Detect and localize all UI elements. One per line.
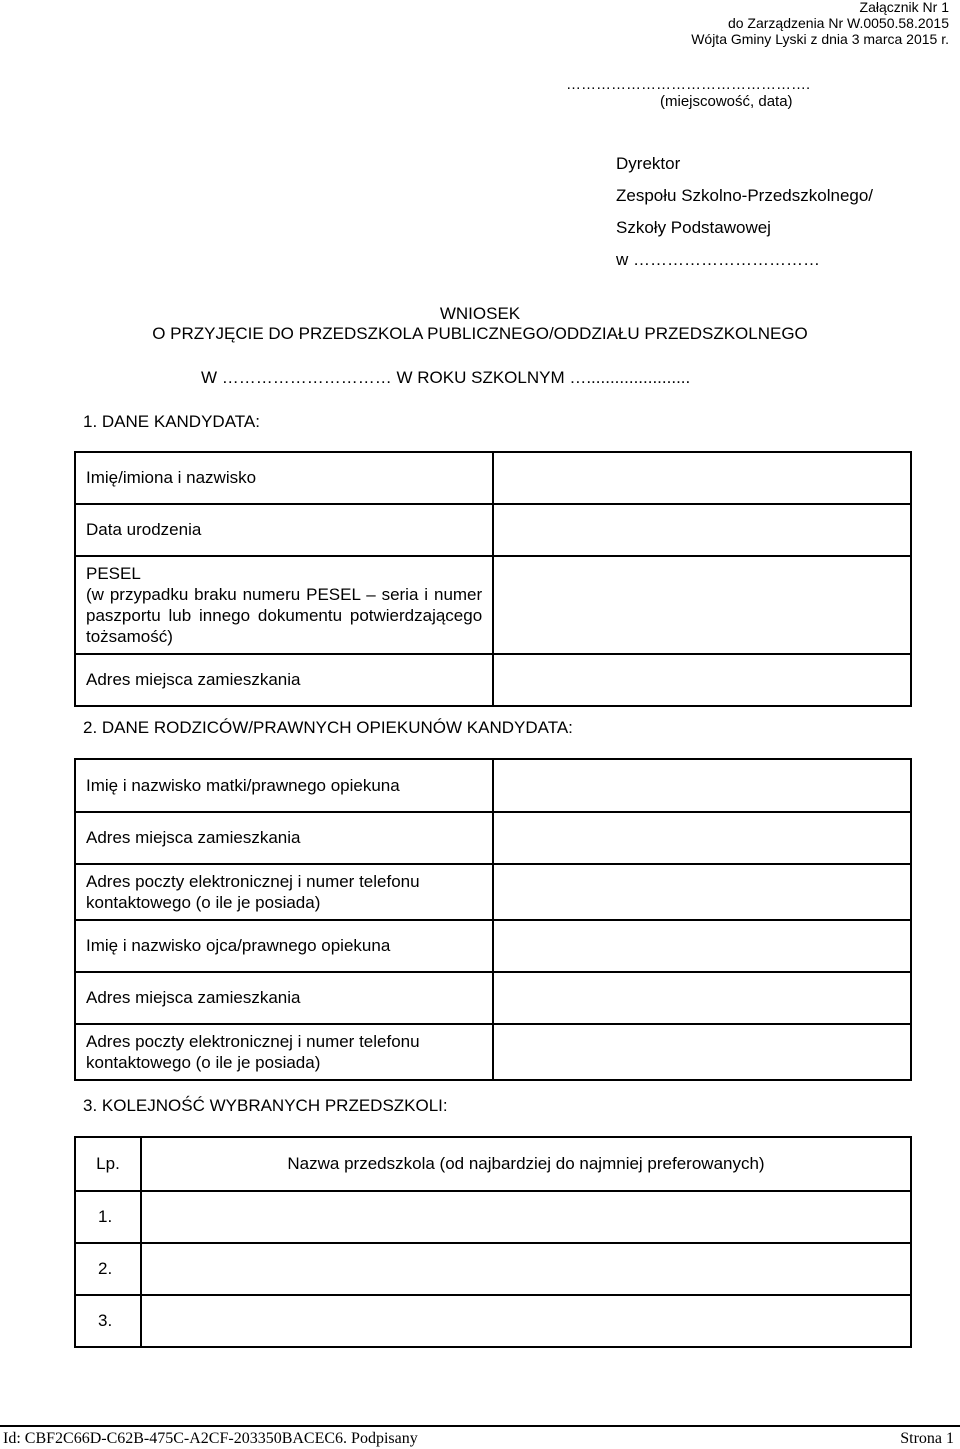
candidate-address-field[interactable] — [493, 654, 911, 706]
contact-note: kontaktowego (o ile je posiada) — [86, 1053, 321, 1072]
pesel-note: (w przypadku braku numeru PESEL – seria i numer paszportu lub innego dokumentu potwierdzającego tożsamość) — [86, 585, 483, 646]
contact-note: kontaktowego (o ile je posiada) — [86, 893, 321, 912]
row-number: 3. — [75, 1295, 141, 1347]
row-number: 1. — [75, 1191, 141, 1243]
section-3-heading: 3. KOLEJNOŚĆ WYBRANYCH PRZEDSZKOLI: — [83, 1096, 448, 1115]
table-row — [75, 1295, 911, 1347]
father-address-field[interactable] — [493, 972, 911, 1024]
table-row — [75, 1191, 911, 1243]
annex-line-2: do Zarządzenia Nr W.0050.58.2015 — [727, 15, 949, 31]
document-subtitle: O PRZYJĘCIE DO PRZEDSZKOLA PUBLICZNEGO/ODDZIAŁU PRZEDSZKOLNEGO — [152, 324, 808, 343]
contact-label: Adres poczty elektronicznej i numer telefonu — [86, 872, 420, 891]
candidate-data-table — [74, 451, 912, 707]
table-header-row — [75, 1137, 911, 1191]
table-row — [75, 759, 911, 812]
row-label: Imię/imiona i nazwisko — [75, 452, 493, 504]
footer-divider — [0, 1425, 960, 1427]
table-row — [75, 1024, 911, 1080]
row-label — [75, 864, 493, 920]
table-row — [75, 504, 911, 556]
father-name-field[interactable] — [493, 920, 911, 972]
kindergarten-name-field[interactable] — [141, 1191, 911, 1243]
addressee-line-3: Szkoły Podstawowej — [616, 218, 771, 237]
row-label — [75, 1024, 493, 1080]
pesel-field[interactable] — [493, 556, 911, 654]
row-label: Imię i nazwisko ojca/prawnego opiekuna — [75, 920, 493, 972]
table-row — [75, 452, 911, 504]
page-number: Strona 1 — [900, 1430, 954, 1447]
table-row — [75, 1243, 911, 1295]
row-number: 2. — [75, 1243, 141, 1295]
candidate-name-field[interactable] — [493, 452, 911, 504]
school-year-line[interactable]: W ………………………… W ROKU SZKOLNYM …...................... — [201, 368, 691, 387]
row-label: Imię i nazwisko matki/prawnego opiekuna — [75, 759, 493, 812]
kindergarten-preference-table — [74, 1136, 912, 1348]
father-contact-field[interactable] — [493, 1024, 911, 1080]
section-2-heading: 2. DANE RODZICÓW/PRAWNYCH OPIEKUNÓW KANDYDATA: — [83, 718, 573, 737]
annex-line-1: Załącznik Nr 1 — [859, 0, 949, 15]
kindergarten-name-field[interactable] — [141, 1295, 911, 1347]
table-row — [75, 920, 911, 972]
addressee-line-4[interactable]: w …………………………… — [616, 250, 820, 269]
table-row — [75, 654, 911, 706]
column-header-name: Nazwa przedszkola (od najbardziej do najmniej preferowanych) — [141, 1137, 911, 1191]
mother-contact-field[interactable] — [493, 864, 911, 920]
document-id: Id: CBF2C66D-C62B-475C-A2CF-203350BACEC6. Podpisany — [3, 1430, 418, 1447]
mother-name-field[interactable] — [493, 759, 911, 812]
annex-line-3: Wójta Gminy Lyski z dnia 3 marca 2015 r. — [691, 31, 949, 47]
table-row — [75, 972, 911, 1024]
place-date-label: (miejscowość, data) — [660, 93, 793, 110]
table-row — [75, 556, 911, 654]
row-label: Data urodzenia — [75, 504, 493, 556]
contact-label: Adres poczty elektronicznej i numer telefonu — [86, 1032, 420, 1051]
place-date-field[interactable]: …………………………………………. — [566, 76, 811, 93]
pesel-label: PESEL — [86, 564, 141, 583]
table-row — [75, 812, 911, 864]
column-header-lp: Lp. — [75, 1137, 141, 1191]
birth-date-field[interactable] — [493, 504, 911, 556]
addressee-line-1: Dyrektor — [616, 154, 681, 173]
parents-data-table — [74, 758, 912, 1081]
table-row — [75, 864, 911, 920]
row-label: Adres miejsca zamieszkania — [75, 972, 493, 1024]
mother-address-field[interactable] — [493, 812, 911, 864]
addressee-line-2: Zespołu Szkolno-Przedszkolnego/ — [616, 186, 874, 205]
document-title: WNIOSEK — [439, 304, 521, 323]
row-label: Adres miejsca zamieszkania — [75, 812, 493, 864]
section-1-heading: 1. DANE KANDYDATA: — [83, 412, 260, 431]
row-label: Adres miejsca zamieszkania — [75, 654, 493, 706]
row-label — [75, 556, 493, 654]
kindergarten-name-field[interactable] — [141, 1243, 911, 1295]
